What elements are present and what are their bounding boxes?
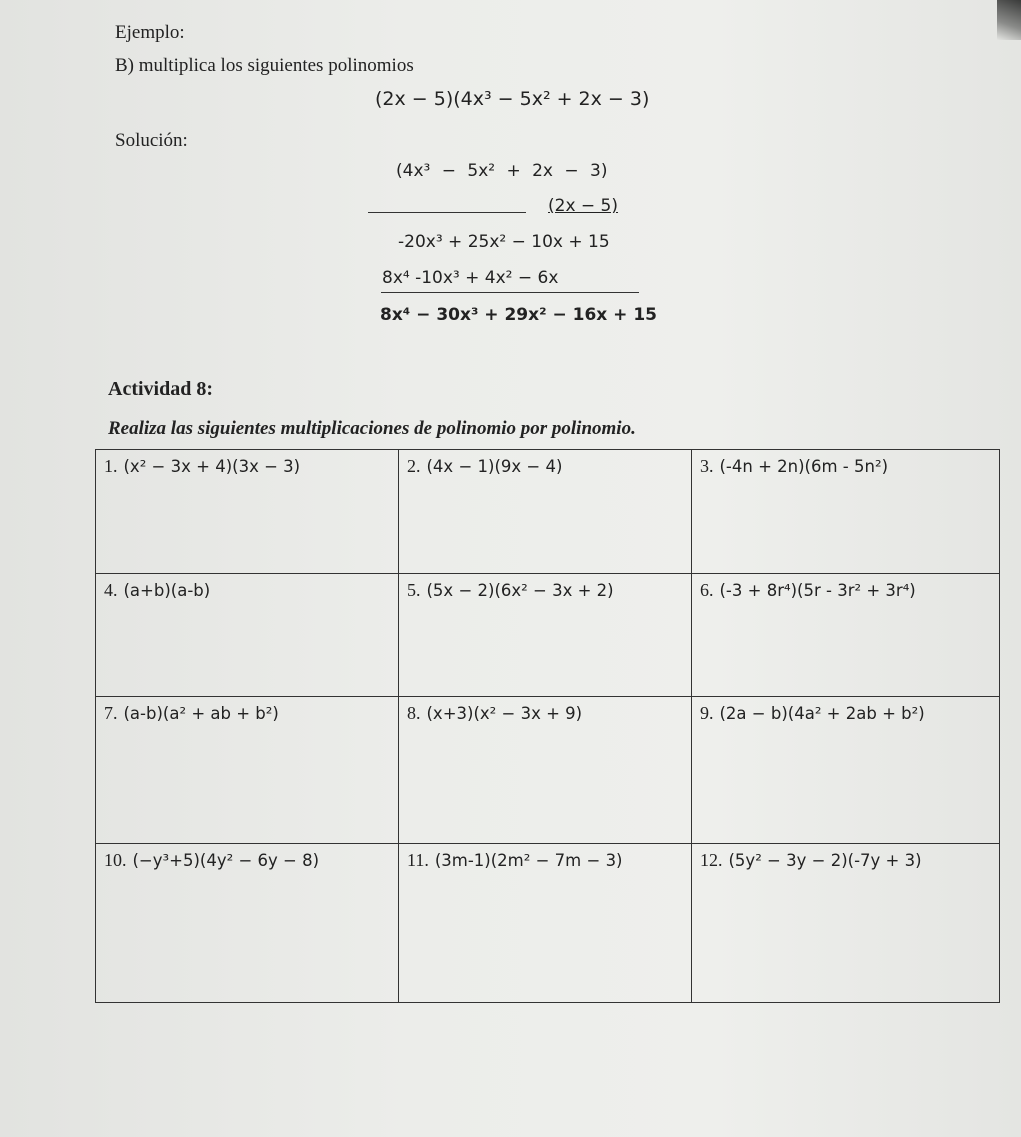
exercise-number: 6. [700, 580, 714, 600]
exercise-number: 4. [104, 580, 118, 600]
solution-result: 8x⁴ − 30x³ + 29x² − 16x + 15 [380, 305, 657, 325]
exercise-expression: (x+3)(x² − 3x + 9) [426, 704, 583, 723]
exercise-expression: (2a − b)(4a² + 2ab + b²) [719, 704, 925, 723]
exercise-number: 7. [104, 703, 118, 723]
exercise-expression: (5y² − 3y − 2)(-7y + 3) [728, 851, 922, 870]
exercise-cell-4[interactable] [96, 574, 399, 697]
activity-instruction: Realiza las siguientes multiplicaciones de polinomio por polinomio. [108, 418, 636, 439]
exercise-cell-2[interactable] [399, 450, 692, 574]
exercise-cell-7[interactable] [96, 697, 399, 844]
exercise-number: 10. [104, 850, 127, 870]
exercise-number: 8. [407, 703, 421, 723]
partial-product-1: -20x³ + 25x² − 10x + 15 [398, 232, 610, 252]
exercise-expression: (-4n + 2n)(6m - 5n²) [719, 457, 889, 476]
exercise-cell-12[interactable] [692, 844, 1000, 1003]
exercise-expression: (a-b)(a² + ab + b²) [123, 704, 279, 723]
exercise-cell-10[interactable] [96, 844, 399, 1003]
exercise-number: 5. [407, 580, 421, 600]
exercise-cell-5[interactable] [399, 574, 692, 697]
solution-label: Solución: [115, 130, 188, 151]
exercise-expression: (-3 + 8r⁴)(5r - 3r² + 3r⁴) [719, 581, 916, 600]
exercise-number: 1. [104, 456, 118, 476]
exercise-expression: (a+b)(a-b) [123, 581, 211, 600]
exercise-cell-3[interactable] [692, 450, 1000, 574]
exercise-expression: (−y³+5)(4y² − 6y − 8) [132, 851, 320, 870]
exercise-number: 11. [407, 850, 429, 870]
exercise-expression: (5x − 2)(6x² − 3x + 2) [426, 581, 614, 600]
activity-title: Actividad 8: [108, 378, 213, 400]
exercise-expression: (4x − 1)(9x − 4) [426, 457, 563, 476]
example-label: Ejemplo: [115, 22, 185, 43]
exercise-cell-8[interactable] [399, 697, 692, 844]
exercise-cell-9[interactable] [692, 697, 1000, 844]
exercise-number: 2. [407, 456, 421, 476]
exercise-cell-11[interactable] [399, 844, 692, 1003]
partial-product-2: 8x⁴ -10x³ + 4x² − 6x [382, 268, 559, 288]
exercise-cell-6[interactable] [692, 574, 1000, 697]
exercise-expression: (3m-1)(2m² − 7m − 3) [434, 851, 623, 870]
sum-line [381, 292, 639, 293]
blank-line [368, 212, 526, 213]
exercise-cell-1[interactable] [96, 450, 399, 574]
exercise-table [95, 449, 1000, 1003]
exercise-expression: (x² − 3x + 4)(3x − 3) [123, 457, 301, 476]
example-problem: (2x − 5)(4x³ − 5x² + 2x − 3) [375, 88, 650, 110]
solution-factor-2: (2x − 5) [548, 196, 619, 216]
exercise-number: 9. [700, 703, 714, 723]
exercise-number: 12. [700, 850, 723, 870]
page-corner-shadow [997, 0, 1021, 40]
exercise-number: 3. [700, 456, 714, 476]
section-b-heading: B) multiplica los siguientes polinomios [115, 55, 414, 76]
solution-factor-1: (4x³ − 5x² + 2x − 3) [396, 161, 608, 181]
